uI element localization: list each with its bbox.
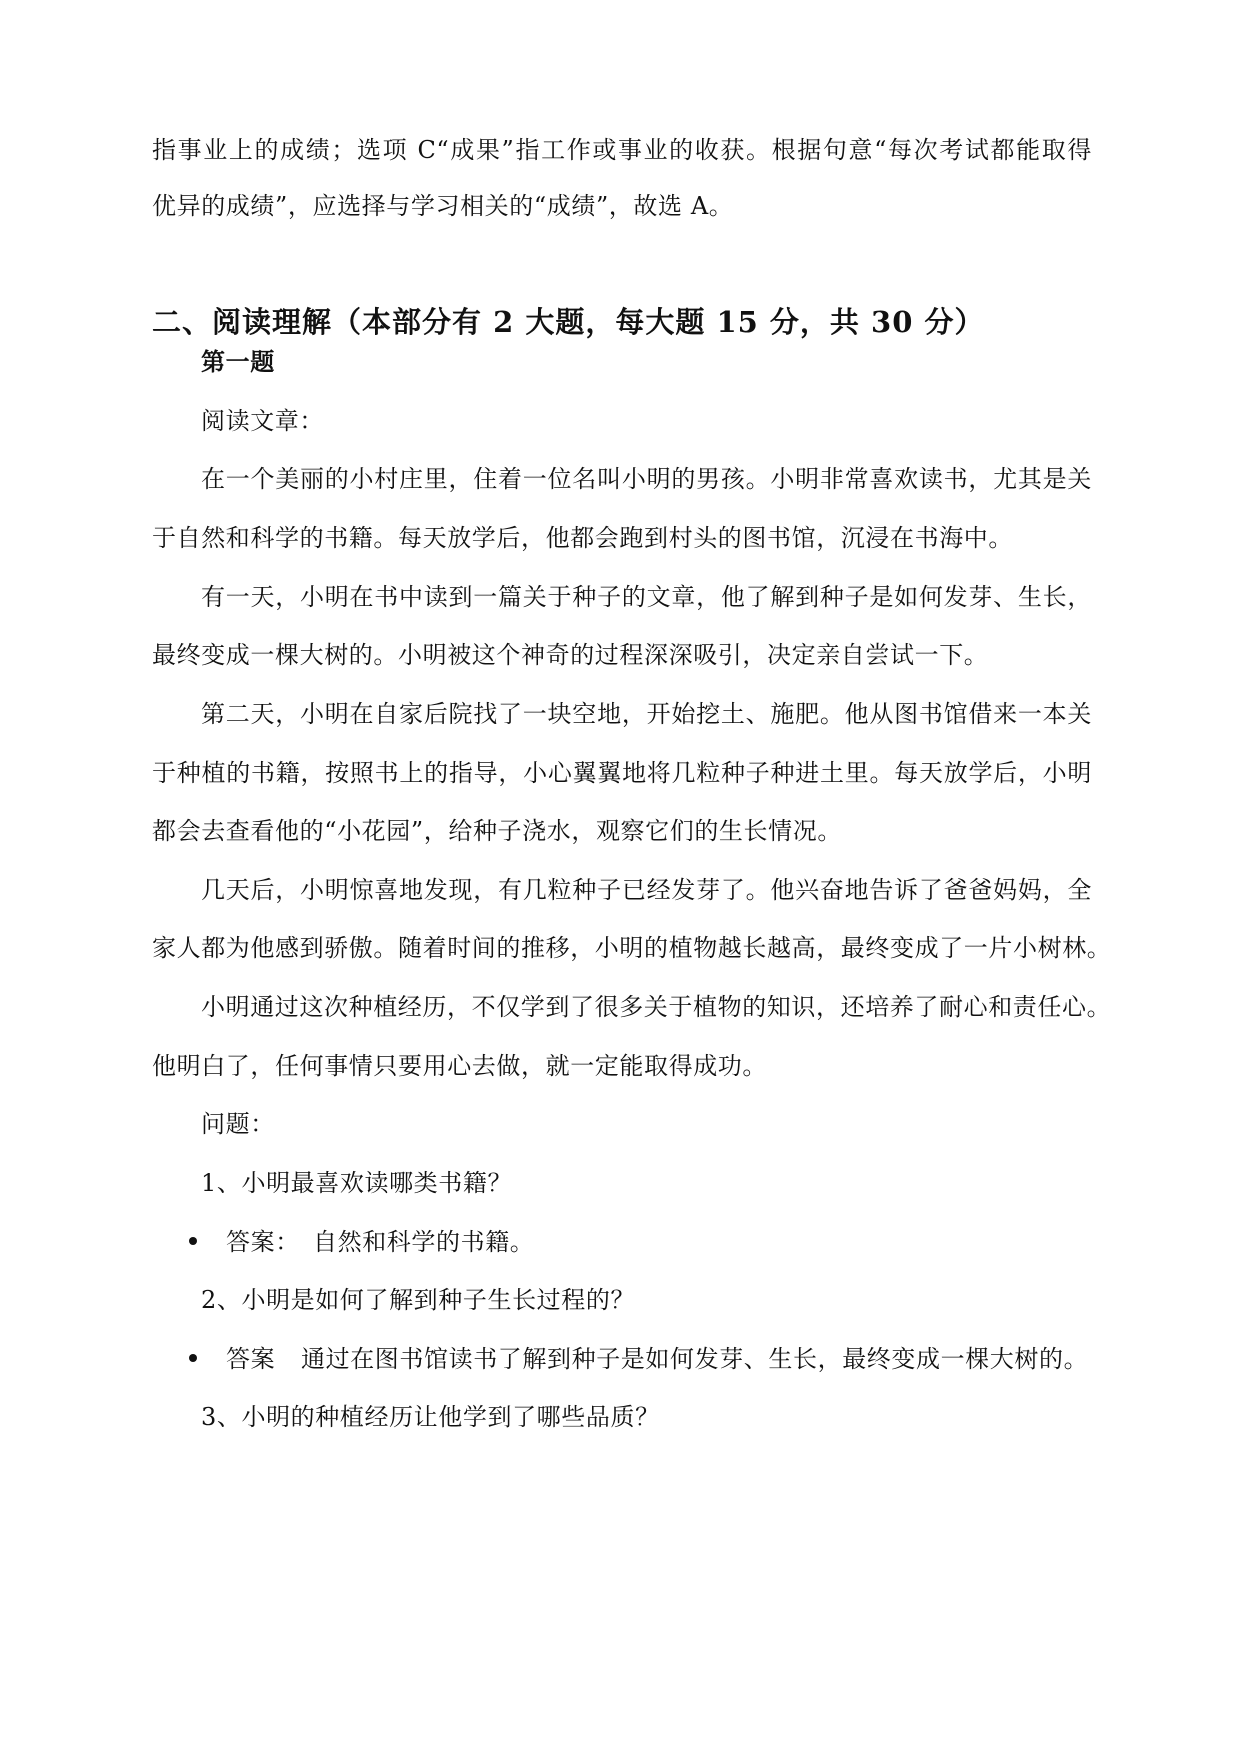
paragraph-5-line-2: 他明白了，任何事情只要用心去做，就一定能取得成功。	[152, 1052, 767, 1080]
paragraph-3-line-3: 都会去查看他的“小花园”，给种子浇水，观察它们的生长情况。	[152, 817, 842, 845]
answer-1-text: 自然和科学的书籍。	[313, 1228, 535, 1256]
question-one-title: 第一题	[201, 347, 275, 376]
reading-intro: 阅读文章：	[201, 407, 324, 435]
continuation-line-2: 优异的成绩”，应选择与学习相关的“成绩”，故选 A。	[152, 192, 734, 220]
paragraph-2-line-1: 有一天，小明在书中读到一篇关于种子的文章，他了解到种子是如何发芽、生长，	[201, 583, 1092, 611]
paragraph-4-line-1: 几天后，小明惊喜地发现，有几粒种子已经发芽了。他兴奋地告诉了爸爸妈妈，全	[201, 876, 1092, 904]
paragraph-4-line-2: 家人都为他感到骄傲。随着时间的推移，小明的植物越长越高，最终变成了一片小树林。	[152, 934, 1112, 962]
answer-1-label: 答案：	[226, 1228, 300, 1256]
bullet-icon	[189, 1354, 197, 1362]
paragraph-3-line-1: 第二天，小明在自家后院找了一块空地，开始挖土、施肥。他从图书馆借来一本关	[201, 700, 1092, 728]
paragraph-1-line-1: 在一个美丽的小村庄里，住着一位名叫小明的男孩。小明非常喜欢读书，尤其是关	[201, 465, 1092, 493]
paragraph-1-line-2: 于自然和科学的书籍。每天放学后，他都会跑到村头的图书馆，沉浸在书海中。	[152, 524, 1013, 552]
paragraph-3-line-2: 于种植的书籍，按照书上的指导，小心翼翼地将几粒种子种进土里。每天放学后，小明	[152, 759, 1092, 787]
continuation-line-1: 指事业上的成绩；选项 C“成果”指工作或事业的收获。根据句意“每次考试都能取得	[152, 136, 1092, 164]
answer-2-label: 答案	[226, 1345, 276, 1373]
bullet-icon	[189, 1237, 197, 1245]
section-heading: 二、阅读理解（本部分有 2 大题，每大题 15 分，共 30 分）	[152, 305, 985, 339]
question-1: 1、小明最喜欢读哪类书籍？	[201, 1169, 513, 1197]
question-3: 3、小明的种植经历让他学到了哪些品质？	[201, 1403, 660, 1431]
paragraph-5-line-1: 小明通过这次种植经历，不仅学到了很多关于植物的知识，还培养了耐心和责任心。	[201, 993, 1112, 1021]
questions-label: 问题：	[201, 1110, 275, 1138]
paragraph-2-line-2: 最终变成一棵大树的。小明被这个神奇的过程深深吸引，决定亲自尝试一下。	[152, 641, 989, 669]
answer-2-text: 通过在图书馆读书了解到种子是如何发芽、生长，最终变成一棵大树的。	[301, 1345, 1089, 1373]
question-2: 2、小明是如何了解到种子生长过程的？	[201, 1286, 636, 1314]
